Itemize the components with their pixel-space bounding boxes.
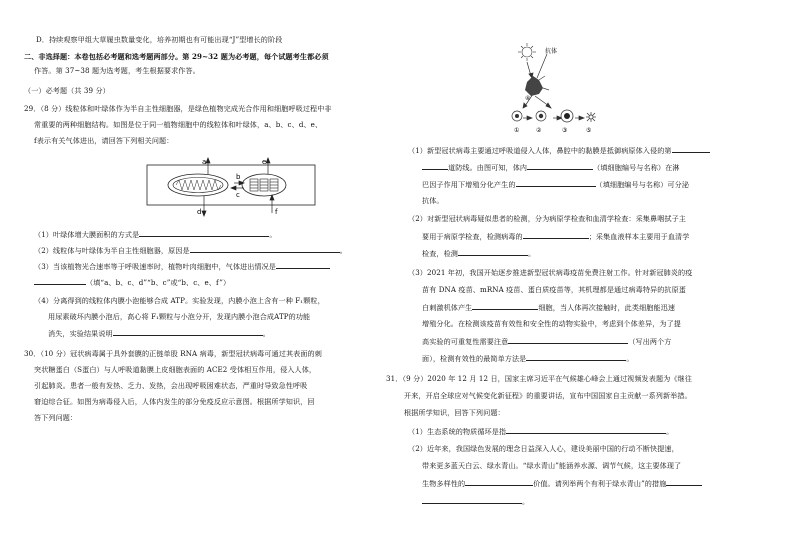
q29-stem-1: 29．（8 分）线粒体和叶绿体作为半自主性细胞器，是绿色植物完成光合作用和细胞呼吸过程中非: [24, 104, 332, 113]
answer-blank[interactable]: [672, 145, 710, 153]
cristae: [176, 180, 221, 190]
virus-icon: [518, 43, 536, 61]
q30-stem-4: 窘迫综合征。如图为病毒侵入后，人体内发生的部分免疫反应示意图。根据所学知识，回: [34, 397, 315, 406]
q30-sub3-3: 白刺激机体产生 细胞，当人体再次接触时，此类细胞能迅速: [422, 303, 676, 312]
q31-stem-1: 31．（9 分）2020 年 12 月 12 日，国家主席习近平在气候雄心峰会上通过视频发表题为《继往: [386, 374, 692, 383]
label-b: b: [236, 173, 241, 181]
q30-sub1-3: 巴因子作用下增殖分化产生的 （填细胞编号与名称）可分泌: [422, 180, 690, 189]
antibody-label: 抗体: [545, 48, 558, 55]
answer-blank[interactable]: [422, 162, 448, 170]
answer-blank[interactable]: [523, 231, 589, 239]
q30-sub3-5: 高实验的可重复性需要注意 （写出两个方: [422, 337, 672, 346]
q29-sub1: （1）叶绿体增大膜面积的方式是 。: [34, 230, 277, 239]
required-heading: （一）必考题（共 39 分）: [24, 86, 110, 95]
q30-sub2-3: 检查，检测 。: [422, 249, 536, 258]
q30-stem-5: 答下列问题：: [34, 413, 78, 422]
q31-stem-2: 开来，开启全球应对气候变化新征程》的重要讲话，宣布中国国家自主贡献一系列新举措。: [404, 391, 692, 400]
label-f: f: [275, 208, 278, 216]
immune-response-diagram: [505, 40, 615, 138]
q29-sub3-note: （填“a、b、c、d”“b、c”或“b、c、e、f”）: [34, 277, 230, 287]
option-d: D．持续观察甲组大草履虫数量变化，培养初期也有可能出现“J”型增长的阶段: [36, 35, 283, 44]
answer-blank[interactable]: [666, 478, 702, 486]
node-3: ③: [562, 127, 568, 134]
q30-sub2-1: （2）对新型冠状病毒疑似患者的检测，分为病原学检查和血清学检查：采集鼻咽拭子主: [408, 214, 686, 223]
q30-sub3-6: 面），检测有效性的最简单方法是 。: [422, 354, 634, 363]
antibody-cluster-icon: [586, 112, 596, 122]
answer-blank[interactable]: [113, 328, 263, 336]
answer-blank[interactable]: [472, 302, 538, 310]
q29-sub3: （3）当该植物光合速率等于呼吸速率时，植物叶肉细胞中，气体进出情况是: [34, 261, 330, 271]
label-c: c: [236, 191, 240, 199]
q30-sub1-2: 道防线。由图可知，体内 （填细胞编号与名称）在淋: [422, 162, 679, 172]
q29-stem-2: 常重要的两种细胞结构。如图是位于同一植物细胞中的线粒体和叶绿体，a、b、c、d、e、: [34, 120, 323, 129]
q31-sub1: （1）生态系统的物质循环是指 。: [408, 427, 674, 436]
q31-sub2-4: 。: [422, 496, 529, 506]
q30-sub1-4: 抗体。: [422, 196, 444, 205]
q30-sub3-2: 苗有 DNA 疫苗、mRNA 疫苗、蛋白质疫苗等，其机理都是通过病毒特异的抗原蛋: [422, 285, 686, 294]
answer-blank[interactable]: [190, 245, 340, 253]
q31-stem-3: 根据所学知识，回答下列问题：: [404, 408, 505, 417]
section-header-line2: 作答。第 37~38 题为选考题，考生根据要求作答。: [34, 66, 200, 75]
q30-stem-3: 引起肺炎。患者一般有发热、乏力、发热，会出现呼吸困难状态，严重时导致急性呼吸: [34, 381, 308, 390]
label-d: d: [197, 208, 202, 216]
answer-blank[interactable]: [506, 426, 666, 434]
label-a: a: [202, 158, 207, 166]
q31-sub2-3: 生物多样性的 价值。请列举两个有利于绿水青山”的措施: [422, 478, 702, 488]
cell-boundary: [147, 165, 315, 205]
answer-blank[interactable]: [422, 496, 522, 504]
node-1: ①: [514, 127, 520, 134]
q29-sub4-2: 用尿素破坏内膜小泡后，高心将 F₁颗粒与小泡分开，发现内膜小泡合成ATP的功能: [48, 312, 311, 321]
answer-blank[interactable]: [465, 478, 533, 486]
organelle-diagram: [146, 157, 316, 219]
node-5: ⑤: [586, 127, 592, 134]
q30-sub2-2: 要用于病原学检查，检测病毒的 ；采集血液样本主要用于血清学: [422, 232, 690, 241]
q30-sub3-4: 增殖分化。在检测该疫苗有效性和安全性的动物实验中，考虑到个体差异，为了提: [422, 319, 681, 328]
answer-blank[interactable]: [508, 336, 628, 344]
q30-sub1-1: （1）新型冠状病毒主要通过呼吸道侵入人体，鼻腔中的黏膜是抵御病原体入侵的第: [408, 145, 710, 155]
answer-blank[interactable]: [516, 179, 596, 187]
answer-blank[interactable]: [34, 277, 86, 285]
q30-sub3-1: （3）2021 年初，我国开始逐步推进新型冠状病毒疫苗免费注射工作。针对新冠肺炎的疫: [408, 268, 693, 277]
q29-stem-3: f表示有关气体进出，请回答下列相关问题：: [34, 136, 174, 145]
answer-blank[interactable]: [458, 248, 528, 256]
macrophage-icon: [525, 76, 549, 96]
q31-sub2-2: 带来更多蓝天白云、绿水青山。“绿水青山”能涵养水源、调节气候，这主要体现了: [422, 461, 682, 470]
answer-blank[interactable]: [139, 229, 269, 237]
section-header-line1: 二、非选择题：本卷包括必考题和选考题两部分。第 29~32 题为必考题，每个试题考生都必须: [24, 52, 329, 61]
answer-blank[interactable]: [526, 353, 626, 361]
q29-sub4-3: 消失，实验结果说明 。: [48, 329, 270, 338]
q29-sub4-1: （4）分离得到的线粒体内膜小泡能够合成 ATP。实验发现，内膜小泡上含有一种 F₁颗粒，: [34, 296, 325, 305]
answer-blank[interactable]: [527, 162, 593, 170]
grana-stacks: [250, 179, 278, 191]
q29-sub2: （2）线粒体与叶绿体为半自主性细胞器，原因是 。: [34, 246, 347, 255]
q31-sub2-1: （2）近年来，我国绿色发展的理念日益深入人心，建设美丽中国的行动不断快提速，: [408, 444, 679, 453]
node-2: ②: [536, 127, 542, 134]
q30-stem-1: 30．（10 分）冠状病毒属于具外套膜的正链单股 RNA 病毒，新型冠状病毒可通过其表面的刺: [24, 349, 322, 358]
answer-blank[interactable]: [276, 261, 330, 269]
q30-stem-2: 突状糖蛋白（S蛋白）与人呼吸道黏膜上皮细胞表面的 ACE2 受体相互作用，侵入人体，: [34, 365, 317, 374]
node-4: ④: [525, 95, 531, 102]
label-e: e: [262, 158, 267, 166]
